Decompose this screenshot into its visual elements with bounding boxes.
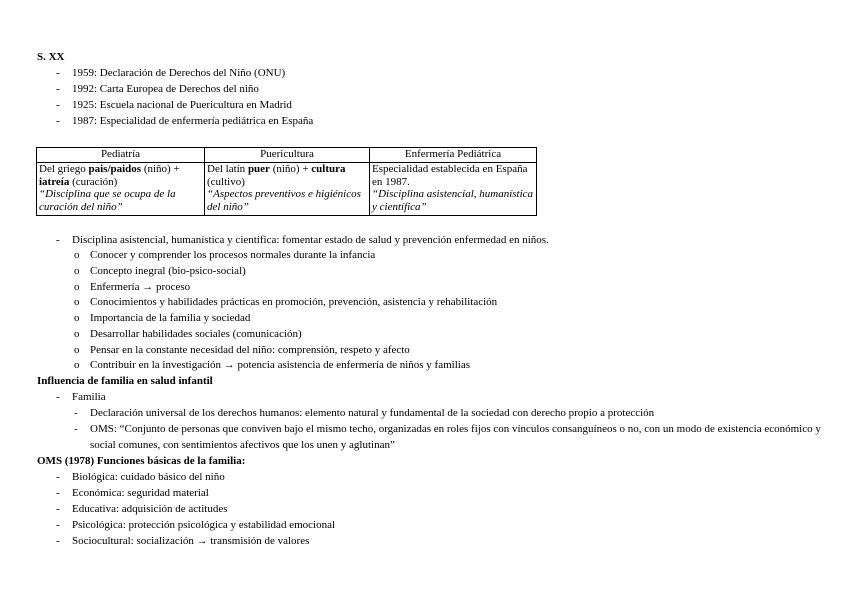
list-item-text: Sociocultural: socialización → transmisión de valores <box>72 535 310 547</box>
list-item-text: 1992: Carta Europea de Derechos del niño <box>72 83 259 95</box>
list-item-text: Conocer y comprender los procesos normales durante la infancia <box>90 249 376 261</box>
section-heading-s-xx: S. XX <box>37 51 65 63</box>
list-item-text: Económica: seguridad material <box>72 487 209 499</box>
table-header-cell: Enfermería Pediátrica <box>370 148 537 163</box>
table-cell-pediatria <box>37 163 205 216</box>
sub-list-item <box>74 406 655 422</box>
list-item <box>56 534 310 550</box>
comparison-table <box>36 147 537 216</box>
cell-bold-term: iatreía <box>39 175 70 188</box>
circle-bullet: o <box>74 312 80 324</box>
list-item-text: Familia <box>72 391 106 403</box>
list-item <box>56 114 314 130</box>
list-item-text: 1925: Escuela nacional de Puericultura en Madrid <box>72 99 292 111</box>
circle-bullet: o <box>74 359 80 371</box>
list-item-text: Contribuir en la investigación → potencia asistencia de enfermería de niños y familias <box>90 359 470 371</box>
list-item <box>56 518 336 534</box>
list-item-text: Pensar en la constante necesidad del niño: comprensión, respeto y afecto <box>90 344 410 356</box>
cell-quote: “Disciplina asistencial, humanística y científica” <box>372 188 534 213</box>
cell-bold-term: cultura <box>311 163 346 175</box>
table-row <box>37 163 537 216</box>
list-item-text: Disciplina asistencial, humanística y científica: fomentar estado de salud y prevención enfermedad en niños. <box>72 234 549 246</box>
sub-list-item <box>74 311 251 327</box>
list-item-text: Concepto inegral (bio-psico-social) <box>90 265 246 277</box>
cell-bold-term: puer <box>247 163 270 175</box>
list-item <box>56 502 228 518</box>
sub-list-item <box>74 280 191 296</box>
list-item-text: Enfermería → proceso <box>90 281 191 293</box>
cell-text: (cultivo) <box>207 175 245 188</box>
circle-bullet: o <box>74 249 80 261</box>
table-header-row <box>37 148 537 163</box>
section-heading-oms: OMS (1978) Funciones básicas de la familia: <box>37 455 246 467</box>
cell-text: (curación) <box>69 175 118 188</box>
dash-bullet: - <box>74 407 78 419</box>
cell-quote: “Aspectos preventivos e higiénicos del niño” <box>207 188 361 213</box>
cell-text: Del latín <box>207 163 248 175</box>
cell-quote: “Disciplina que se ocupa de la curación del niño” <box>39 188 176 213</box>
cell-text: (niño) + <box>141 163 180 175</box>
sub-list-item <box>74 264 246 280</box>
list-item-text: Importancia de la familia y sociedad <box>90 312 251 324</box>
sub-list-item <box>74 248 376 264</box>
list-item-text: 1959: Declaración de Derechos del Niño (ONU) <box>72 67 286 79</box>
list-item-text: Psicológica: protección psicológica y estabilidad emocional <box>72 519 336 531</box>
list-item-text: OMS: “Conjunto de personas que conviven bajo el mismo techo, organizadas en roles fijos con vínculos consanguíneos o no, con un modo de existencia económico y social comunes, con sentimientos afectivos que los unen y aglutinan” <box>90 423 821 451</box>
dash-bullet: - <box>56 391 60 403</box>
dash-bullet: - <box>56 67 60 79</box>
list-item <box>56 486 209 502</box>
list-item-text: Biológica: cuidado básico del niño <box>72 471 225 483</box>
list-item <box>56 66 286 82</box>
list-item-text: Educativa: adquisición de actitudes <box>72 503 228 515</box>
dash-bullet: - <box>56 519 60 531</box>
section-heading-influencia: Influencia de familia en salud infantil <box>37 375 213 387</box>
dash-bullet: - <box>56 503 60 515</box>
circle-bullet: o <box>74 328 80 340</box>
circle-bullet: o <box>74 344 80 356</box>
dash-bullet: - <box>56 487 60 499</box>
list-item-text: Desarrollar habilidades sociales (comunicación) <box>90 328 302 340</box>
list-item <box>56 233 549 249</box>
table-header-cell: Puericultura <box>205 148 370 163</box>
sub-list-item <box>74 327 302 343</box>
sub-list-item <box>74 422 842 454</box>
table-header-cell: Pediatría <box>37 148 205 163</box>
list-item <box>56 390 106 406</box>
cell-text: Especialidad establecida en España en 1987. <box>372 163 528 188</box>
list-item-text: 1987: Especialidad de enfermería pediátrica en España <box>72 115 314 127</box>
dash-bullet: - <box>56 234 60 246</box>
dash-bullet: - <box>74 423 78 435</box>
circle-bullet: o <box>74 296 80 308</box>
cell-bold-term: pais/paidos <box>88 163 142 175</box>
dash-bullet: - <box>56 83 60 95</box>
sub-list-item <box>74 295 498 311</box>
dash-bullet: - <box>56 99 60 111</box>
circle-bullet: o <box>74 281 80 293</box>
table-cell-enfermeria <box>370 163 537 216</box>
list-item <box>56 98 292 114</box>
list-item-text: Conocimientos y habilidades prácticas en promoción, prevención, asistencia y rehabilitación <box>90 296 498 308</box>
list-item <box>56 82 259 98</box>
dash-bullet: - <box>56 115 60 127</box>
list-item-text: Declaración universal de los derechos humanos: elemento natural y fundamental de la sociedad con derecho propio a protección <box>90 407 655 419</box>
sub-list-item <box>74 343 410 359</box>
circle-bullet: o <box>74 265 80 277</box>
list-item <box>56 470 225 486</box>
cell-text: Del griego <box>39 163 89 175</box>
dash-bullet: - <box>56 471 60 483</box>
table-cell-puericultura <box>205 163 370 216</box>
dash-bullet: - <box>56 535 60 547</box>
cell-text: (niño) + <box>269 163 312 175</box>
sub-list-item <box>74 358 470 374</box>
